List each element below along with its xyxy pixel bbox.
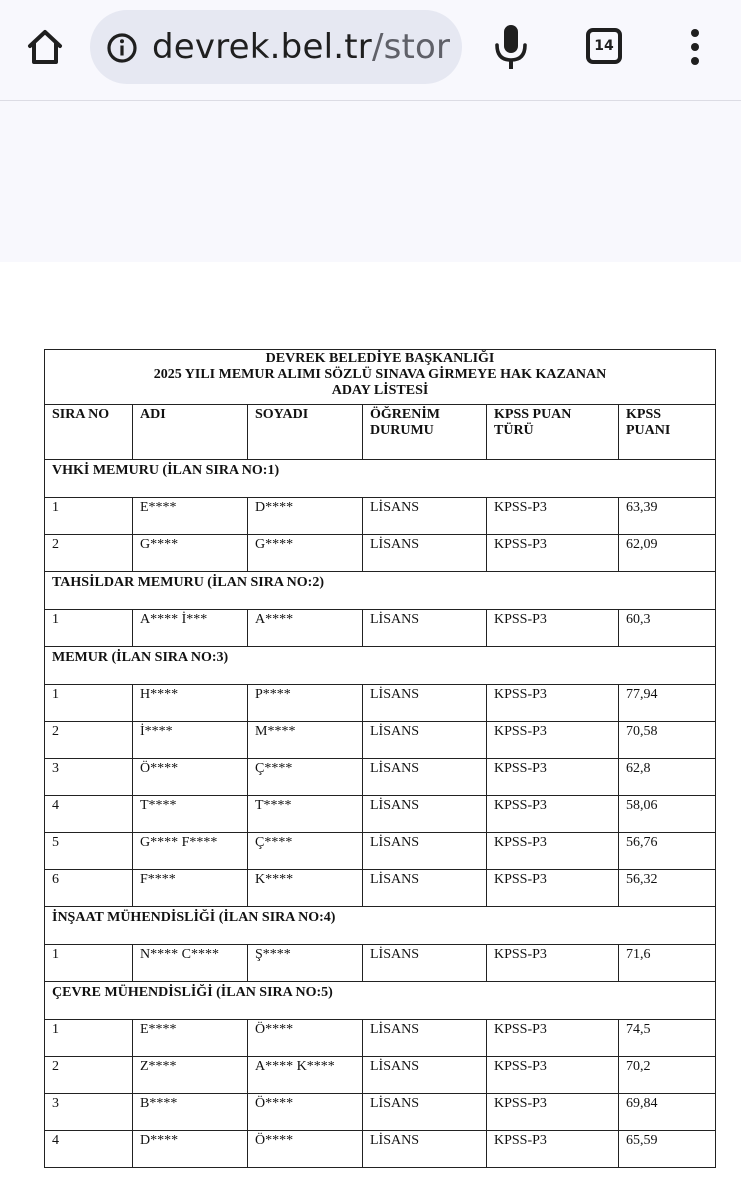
cell-no: 3: [45, 759, 133, 796]
section-row: [45, 907, 716, 945]
cell-adi: H****: [133, 685, 248, 722]
home-button[interactable]: [22, 24, 68, 70]
cell-no: 2: [45, 535, 133, 572]
cell-puan: 65,59: [619, 1131, 716, 1168]
cell-soyadi: G****: [248, 535, 363, 572]
table-row: [45, 759, 716, 796]
candidate-list-table: [44, 349, 716, 1168]
tab-switcher-button[interactable]: [586, 28, 622, 64]
cell-tur: KPSS-P3: [487, 610, 619, 647]
cell-soyadi: Ö****: [248, 1094, 363, 1131]
table-row: [45, 870, 716, 907]
site-info-icon[interactable]: [106, 32, 138, 64]
cell-ogrenim: LİSANS: [363, 945, 487, 982]
cell-tur: KPSS-P3: [487, 1020, 619, 1057]
cell-no: 1: [45, 685, 133, 722]
cell-ogrenim: LİSANS: [363, 1131, 487, 1168]
cell-soyadi: A****: [248, 610, 363, 647]
cell-tur: KPSS-P3: [487, 870, 619, 907]
table-row: [45, 833, 716, 870]
cell-soyadi: Ö****: [248, 1020, 363, 1057]
cell-no: 2: [45, 722, 133, 759]
cell-tur: KPSS-P3: [487, 1057, 619, 1094]
cell-soyadi: M****: [248, 722, 363, 759]
cell-adi: İ****: [133, 722, 248, 759]
url-path: /stor: [371, 27, 451, 67]
cell-soyadi: Ç****: [248, 759, 363, 796]
cell-puan: 62,8: [619, 759, 716, 796]
cell-no: 1: [45, 610, 133, 647]
title-line-2: 2025 YILI MEMUR ALIMI SÖZLÜ SINAVA GİRMEYE HAK KAZANAN: [153, 367, 607, 382]
cell-adi: G**** F****: [133, 833, 248, 870]
cell-no: 1: [45, 498, 133, 535]
cell-puan: 56,76: [619, 833, 716, 870]
cell-soyadi: P****: [248, 685, 363, 722]
cell-no: 1: [45, 945, 133, 982]
cell-soyadi: A**** K****: [248, 1057, 363, 1094]
cell-soyadi: Ö****: [248, 1131, 363, 1168]
cell-adi: T****: [133, 796, 248, 833]
table-title-row: [45, 350, 716, 405]
header-adi: ADI: [133, 405, 248, 460]
section-title: İNŞAAT MÜHENDİSLİĞİ (İLAN SIRA NO:4): [45, 907, 716, 945]
cell-soyadi: Ş****: [248, 945, 363, 982]
cell-no: 4: [45, 796, 133, 833]
section-title: TAHSİLDAR MEMURU (İLAN SIRA NO:2): [45, 572, 716, 610]
table-row: [45, 610, 716, 647]
header-kpss-tur: [487, 405, 619, 460]
table-row: [45, 498, 716, 535]
cell-tur: KPSS-P3: [487, 1094, 619, 1131]
cell-ogrenim: LİSANS: [363, 1057, 487, 1094]
cell-ogrenim: LİSANS: [363, 833, 487, 870]
cell-ogrenim: LİSANS: [363, 1094, 487, 1131]
section-row: [45, 572, 716, 610]
cell-puan: 70,58: [619, 722, 716, 759]
cell-puan: 69,84: [619, 1094, 716, 1131]
table-row: [45, 1131, 716, 1168]
header-ogrenim-line2: DURUMU: [370, 423, 434, 438]
column-header-row: [45, 405, 716, 460]
cell-puan: 77,94: [619, 685, 716, 722]
cell-adi: E****: [133, 1020, 248, 1057]
cell-adi: B****: [133, 1094, 248, 1131]
section-title: VHKİ MEMURU (İLAN SIRA NO:1): [45, 460, 716, 498]
cell-tur: KPSS-P3: [487, 498, 619, 535]
microphone-icon[interactable]: [490, 22, 532, 72]
cell-no: 1: [45, 1020, 133, 1057]
cell-puan: 62,09: [619, 535, 716, 572]
cell-adi: Ö****: [133, 759, 248, 796]
more-options-icon[interactable]: [682, 26, 708, 70]
cell-no: 4: [45, 1131, 133, 1168]
url-text[interactable]: [152, 10, 450, 84]
table-row: [45, 1094, 716, 1131]
cell-soyadi: Ç****: [248, 833, 363, 870]
cell-no: 2: [45, 1057, 133, 1094]
cell-puan: 74,5: [619, 1020, 716, 1057]
cell-puan: 60,3: [619, 610, 716, 647]
table-row: [45, 796, 716, 833]
section-title: MEMUR (İLAN SIRA NO:3): [45, 647, 716, 685]
cell-tur: KPSS-P3: [487, 759, 619, 796]
cell-tur: KPSS-P3: [487, 796, 619, 833]
header-kpss-puan-line2: PUANI: [626, 423, 671, 438]
header-kpss-tur-line1: KPSS PUAN: [494, 407, 572, 422]
cell-ogrenim: LİSANS: [363, 535, 487, 572]
header-soyadi: SOYADI: [248, 405, 363, 460]
table-row: [45, 535, 716, 572]
section-row: [45, 647, 716, 685]
title-line-1: DEVREK BELEDİYE BAŞKANLIĞI: [265, 351, 495, 366]
cell-adi: E****: [133, 498, 248, 535]
cell-ogrenim: LİSANS: [363, 685, 487, 722]
cell-tur: KPSS-P3: [487, 722, 619, 759]
header-ogrenim: [363, 405, 487, 460]
cell-adi: D****: [133, 1131, 248, 1168]
cell-tur: KPSS-P3: [487, 535, 619, 572]
section-row: [45, 982, 716, 1020]
cell-ogrenim: LİSANS: [363, 796, 487, 833]
cell-adi: A**** İ***: [133, 610, 248, 647]
table-row: [45, 1057, 716, 1094]
cell-soyadi: T****: [248, 796, 363, 833]
table-row: [45, 945, 716, 982]
table-title: [45, 350, 716, 405]
cell-soyadi: D****: [248, 498, 363, 535]
cell-puan: 58,06: [619, 796, 716, 833]
address-bar[interactable]: [90, 10, 462, 84]
header-sira-no: SIRA NO: [45, 405, 133, 460]
cell-soyadi: K****: [248, 870, 363, 907]
table-row: [45, 722, 716, 759]
header-kpss-tur-line2: TÜRÜ: [494, 423, 534, 438]
cell-no: 6: [45, 870, 133, 907]
cell-no: 5: [45, 833, 133, 870]
header-kpss-puan: [619, 405, 716, 460]
table-row: [45, 685, 716, 722]
cell-adi: G****: [133, 535, 248, 572]
cell-puan: 71,6: [619, 945, 716, 982]
cell-puan: 70,2: [619, 1057, 716, 1094]
cell-tur: KPSS-P3: [487, 685, 619, 722]
section-title: ÇEVRE MÜHENDİSLİĞİ (İLAN SIRA NO:5): [45, 982, 716, 1020]
cell-adi: N**** C****: [133, 945, 248, 982]
section-row: [45, 460, 716, 498]
cell-ogrenim: LİSANS: [363, 610, 487, 647]
cell-tur: KPSS-P3: [487, 1131, 619, 1168]
url-domain: devrek.bel.tr: [152, 27, 372, 67]
table-row: [45, 1020, 716, 1057]
tab-count: 14: [594, 38, 614, 54]
document-content: [44, 349, 716, 1168]
cell-ogrenim: LİSANS: [363, 722, 487, 759]
cell-ogrenim: LİSANS: [363, 498, 487, 535]
cell-ogrenim: LİSANS: [363, 759, 487, 796]
cell-adi: F****: [133, 870, 248, 907]
header-kpss-puan-line1: KPSS: [626, 407, 662, 422]
header-ogrenim-line1: ÖĞRENİM: [370, 407, 440, 422]
cell-tur: KPSS-P3: [487, 833, 619, 870]
cell-ogrenim: LİSANS: [363, 1020, 487, 1057]
cell-ogrenim: LİSANS: [363, 870, 487, 907]
browser-toolbar: [0, 0, 741, 101]
page-header-area: [0, 101, 741, 262]
cell-puan: 63,39: [619, 498, 716, 535]
title-line-3: ADAY LİSTESİ: [331, 383, 429, 398]
cell-no: 3: [45, 1094, 133, 1131]
home-icon: [25, 27, 65, 67]
cell-puan: 56,32: [619, 870, 716, 907]
cell-adi: Z****: [133, 1057, 248, 1094]
cell-tur: KPSS-P3: [487, 945, 619, 982]
